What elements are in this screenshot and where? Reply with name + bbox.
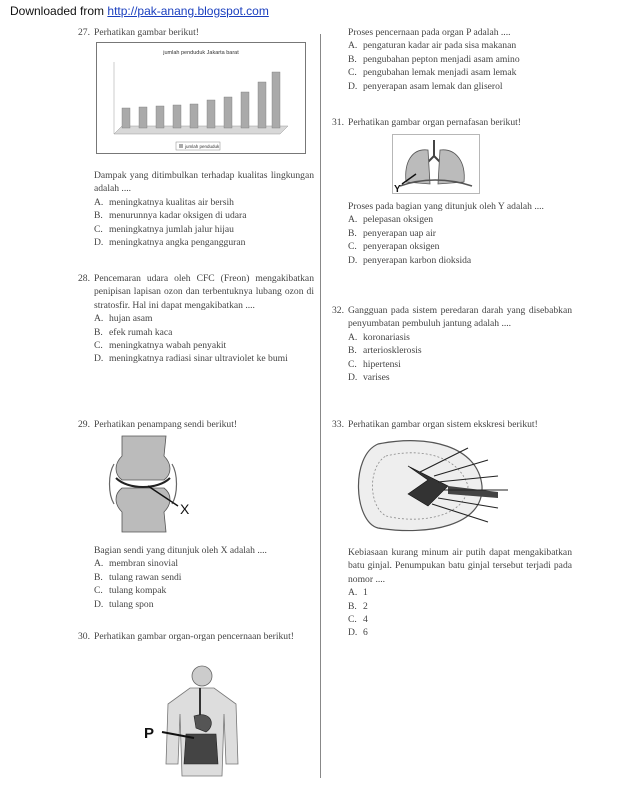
options-list — [348, 39, 572, 93]
question-30 — [78, 630, 314, 643]
question-29-body — [78, 544, 314, 611]
option-c[interactable]: C. pengubahan lemak menjadi asam lemak — [348, 67, 517, 79]
question-32 — [332, 304, 572, 384]
question-number: 29. — [78, 419, 90, 430]
download-label: Downloaded from — [10, 4, 108, 18]
option-c[interactable]: C. 4 — [348, 614, 368, 626]
options-list — [348, 586, 572, 640]
options-list — [348, 213, 572, 267]
question-text: Proses pencernaan pada organ P adalah .... — [348, 27, 511, 38]
chart-bar — [190, 104, 198, 128]
chart-bar — [139, 107, 147, 128]
option-b[interactable]: B. tulang rawan sendi — [94, 571, 182, 583]
options-list — [348, 331, 572, 385]
option-b[interactable]: B. efek rumah kaca — [94, 326, 173, 338]
question-text: Bagian sendi yang ditunjuk oleh X adalah .... — [94, 545, 267, 556]
question-33 — [332, 418, 572, 431]
question-stem: Perhatikan gambar organ sistem ekskresi berikut! — [348, 419, 538, 430]
question-number: 33. — [332, 419, 344, 430]
option-c[interactable]: C. meningkatnya wabah penyakit — [94, 340, 227, 352]
question-stem: Pencemaran udara oleh CFC (Freon) mengakibatkan penipisan lapisan ozon dan terbentuknya lubang ozon di stratosfir. Hal ini dapat mengakibatkan .... — [94, 273, 314, 311]
question-number: 30. — [78, 631, 90, 642]
question-29 — [78, 418, 314, 431]
chart-bar — [207, 100, 215, 128]
chart-legend-label: jumlah penduduk — [185, 144, 220, 149]
question-31 — [332, 116, 572, 129]
question-stem: Perhatikan gambar berikut! — [94, 27, 199, 38]
option-c[interactable]: C. hipertensi — [348, 358, 401, 370]
lung-diagram — [392, 134, 480, 194]
column-divider — [320, 34, 321, 778]
chart-bar — [241, 92, 249, 128]
option-d[interactable]: D. meningkatnya angka pengangguran — [94, 237, 246, 249]
options-list — [94, 557, 314, 611]
question-stem: Perhatikan penampang sendi berikut! — [94, 419, 238, 430]
chart-bar — [272, 72, 280, 128]
chart-bar — [173, 105, 181, 128]
option-b[interactable]: B. 2 — [348, 600, 368, 612]
option-b[interactable]: B. menurunnya kadar oksigen di udara — [94, 210, 247, 222]
option-c[interactable]: C. penyerapan oksigen — [348, 241, 440, 253]
figure-label-p: P — [144, 725, 155, 742]
options-list — [94, 196, 314, 250]
intestines — [184, 734, 218, 764]
question-text: Kebiasaan kurang minum air putih dapat mengakibatkan batu ginjal. Penumpukan batu ginjal tersebut terjadi pada nomor .... — [348, 547, 572, 585]
kidney-diagram — [348, 436, 528, 536]
option-c[interactable]: C. meningkatnya jumlah jalur hijau — [94, 223, 234, 235]
download-header — [10, 4, 269, 18]
question-number: 31. — [332, 117, 344, 128]
question-number: 32. — [332, 305, 344, 316]
question-28 — [78, 272, 314, 366]
option-a[interactable]: A. meningkatnya kualitas air bersih — [94, 196, 234, 208]
option-b[interactable]: B. penyerapan uap air — [348, 227, 436, 239]
option-d[interactable]: D. meningkatnya radiasi sinar ultraviolet ke bumi — [94, 353, 288, 365]
figure-label-x: X — [180, 501, 190, 517]
question-number: 27. — [78, 27, 90, 38]
option-d[interactable]: D. tulang spon — [94, 598, 154, 610]
option-a[interactable]: A. koronariasis — [348, 331, 410, 343]
digestive-diagram — [140, 664, 250, 778]
option-b[interactable]: B. arteriosklerosis — [348, 345, 422, 357]
option-d[interactable]: D. penyerapan karbon dioksida — [348, 254, 472, 266]
option-a[interactable]: A. pengaturan kadar air pada sisa makanan — [348, 40, 517, 52]
question-stem: Perhatikan gambar organ pernafasan berikut! — [348, 117, 521, 128]
question-stem: Gangguan pada sistem peredaran darah yang disebabkan penyumbatan pembuluh jantung adalah .... — [348, 305, 572, 330]
download-link[interactable]: http://pak-anang.blogspot.com — [107, 4, 269, 18]
question-number: 28. — [78, 273, 90, 284]
figure-label-y: Y — [394, 184, 401, 194]
question-30-body — [332, 26, 572, 93]
option-a[interactable]: A. hujan asam — [94, 313, 153, 325]
option-d[interactable]: D. penyerapan asam lemak dan gliserol — [348, 80, 503, 92]
chart-bar — [258, 82, 266, 128]
option-c[interactable]: C. tulang kompak — [94, 585, 167, 597]
option-a[interactable]: A. membran sinovial — [94, 558, 179, 570]
chart-bar — [224, 97, 232, 128]
upper-bone — [116, 436, 170, 480]
chart-bar — [156, 106, 164, 128]
chart-title: jumlah penduduk Jakarta barat — [163, 50, 239, 56]
question-text: Dampak yang ditimbulkan terhadap kualitas lingkungan adalah .... — [94, 170, 314, 195]
option-a[interactable]: A. 1 — [348, 587, 368, 599]
question-27 — [78, 26, 314, 39]
question-27-body — [78, 169, 314, 249]
question-31-body — [332, 200, 572, 267]
chart-legend-swatch — [179, 144, 183, 148]
option-d[interactable]: D. varises — [348, 372, 390, 384]
options-list — [94, 312, 314, 366]
joint-diagram — [108, 434, 198, 534]
population-chart — [96, 42, 306, 154]
option-b[interactable]: B. pengubahan pepton menjadi asam amino — [348, 53, 520, 65]
chart-bar — [122, 108, 130, 128]
option-d[interactable]: D. 6 — [348, 627, 368, 639]
question-stem: Perhatikan gambar organ-organ pencernaan berikut! — [94, 631, 294, 642]
question-33-body — [332, 546, 572, 640]
question-text: Proses pada bagian yang ditunjuk oleh Y adalah .... — [348, 201, 544, 212]
option-a[interactable]: A. pelepasan oksigen — [348, 214, 434, 226]
head-outline — [192, 666, 212, 686]
